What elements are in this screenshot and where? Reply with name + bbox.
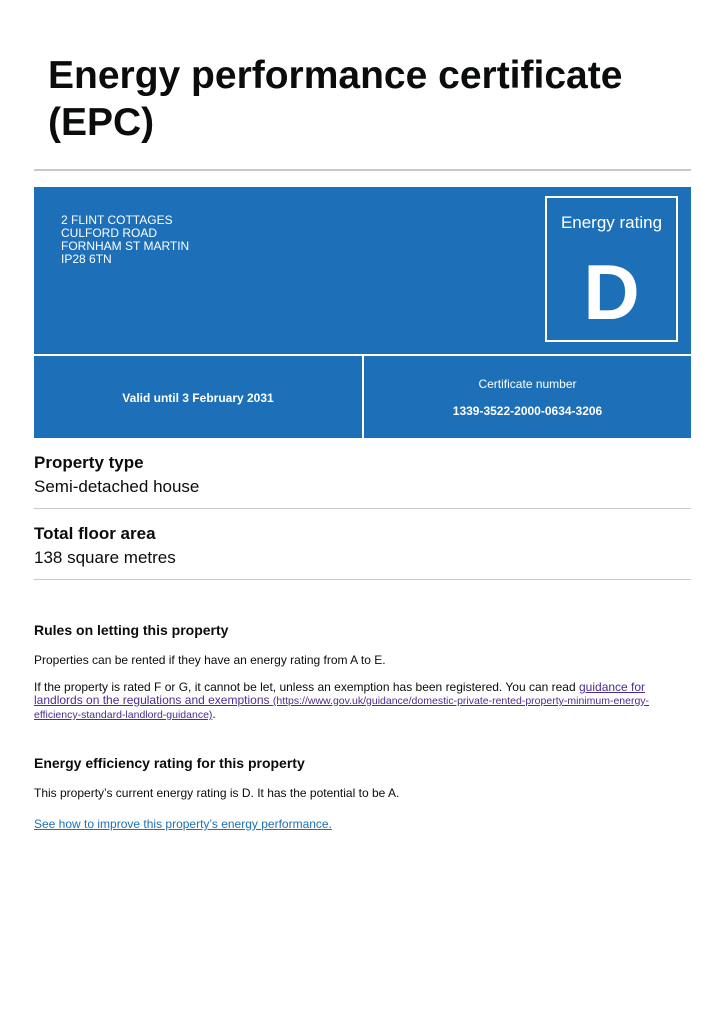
address-line: CULFORD ROAD — [61, 226, 158, 240]
property-address — [61, 214, 189, 266]
certificate-number: 1339-3522-2000-0634-3206 — [452, 404, 603, 418]
address-line: IP28 6TN — [61, 252, 112, 266]
floor-area-value: 138 square metres — [34, 548, 176, 567]
efficiency-heading: Energy efficiency rating for this property — [34, 755, 305, 771]
energy-rating-letter: D — [583, 248, 640, 336]
certificate-number-label: Certificate number — [478, 377, 577, 391]
valid-until: Valid until 3 February 2031 — [122, 391, 274, 405]
letting-rules-heading: Rules on letting this property — [34, 622, 229, 638]
improve-performance-link[interactable]: See how to improve this property’s energy performance. — [34, 817, 332, 831]
floor-area-label: Total floor area — [34, 524, 156, 543]
validity-panel — [34, 356, 362, 438]
certificate-number-panel — [364, 356, 691, 438]
divider — [34, 169, 691, 171]
page-title: Energy performance certificate (EPC) — [48, 54, 623, 144]
address-line: FORNHAM ST MARTIN — [61, 239, 190, 253]
sentence-end: . — [212, 707, 216, 721]
letting-rules-text: Properties can be rented if they have an energy rating from A to E. — [34, 653, 386, 667]
energy-rating-label: Energy rating — [560, 213, 663, 232]
certificate-header-panel — [34, 187, 691, 354]
efficiency-text: This property’s current energy rating is D. It has the potential to be A. — [34, 786, 400, 800]
divider — [34, 579, 691, 580]
divider — [34, 508, 691, 509]
property-type-label: Property type — [34, 453, 144, 472]
landlord-guidance-url: (https://www.gov.uk/guidance/domestic-private-rented-property-minimum-energy-efficiency-standard-landlord-guidance) — [34, 695, 650, 721]
property-type-value: Semi-detached house — [34, 477, 200, 496]
landlord-guidance-link-text: guidance for landlords on the regulations and exemptions — [34, 680, 646, 707]
letting-exemption-text — [34, 681, 694, 722]
letting-exemption-intro: If the property is rated F or G, it cannot be let, unless an exemption has been registered. You can read — [34, 680, 579, 694]
address-line: 2 FLINT COTTAGES — [61, 213, 173, 227]
energy-rating-box — [545, 196, 678, 342]
